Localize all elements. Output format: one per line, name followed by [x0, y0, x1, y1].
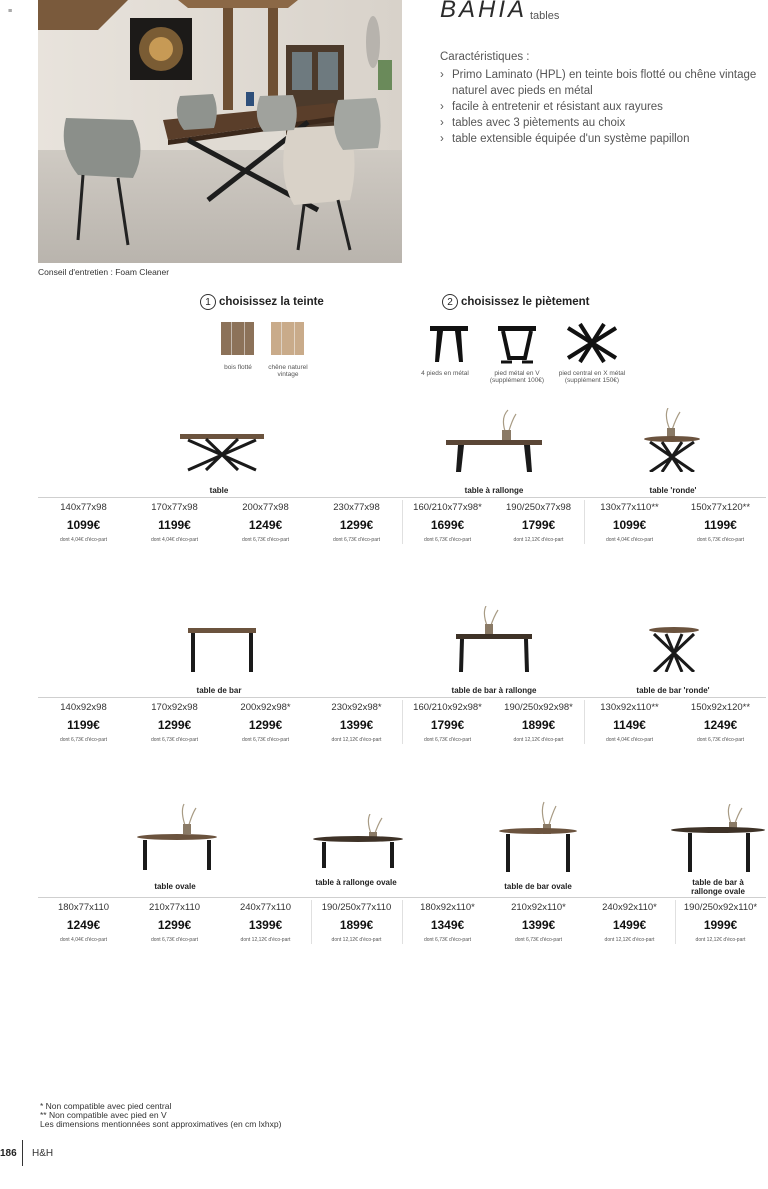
category-label: table ovale	[154, 882, 196, 891]
price: 1149€	[613, 718, 646, 732]
price: 1199€	[704, 518, 737, 532]
price-cell	[675, 502, 766, 543]
eco-participation: dont 4,04€ d'éco-part	[59, 537, 108, 543]
price: 1249€	[248, 518, 283, 532]
eco-participation: dont 12,12€ d'éco-part	[695, 937, 746, 943]
eco-participation: dont 6,73€ d'éco-part	[423, 737, 472, 743]
section-tables	[38, 400, 766, 550]
price-cell	[493, 502, 584, 543]
price: 1299€	[339, 518, 374, 532]
eco-participation: dont 4,04€ d'éco-part	[59, 937, 108, 943]
product-image-oval-extending-table	[312, 814, 404, 872]
features-block	[440, 49, 760, 147]
feature-item: › table extensible équipée d'un système papillon	[440, 131, 760, 147]
eco-participation: dont 6,73€ d'éco-part	[423, 937, 472, 943]
price: 1799€	[521, 518, 556, 532]
price-cell	[38, 702, 129, 743]
category-label: table de bar	[196, 686, 242, 695]
eco-participation: dont 6,73€ d'éco-part	[241, 537, 290, 543]
price-cell	[129, 702, 220, 743]
feature-item: › tables avec 3 piètements au choix	[440, 115, 760, 131]
eco-participation: dont 6,73€ d'éco-part	[332, 537, 381, 543]
price-cell	[129, 902, 220, 943]
category-label: table à rallonge	[464, 486, 524, 495]
care-note: Conseil d'entretien : Foam Cleaner	[38, 267, 170, 277]
price: 1299€	[248, 718, 283, 732]
product-image-round-table	[642, 408, 702, 472]
step-1-label: choisissez la teinte	[219, 296, 324, 308]
product-image-extending-bar-table	[454, 606, 534, 672]
product-image-round-bar-table	[648, 626, 700, 672]
dimensions: 140x77x98	[60, 502, 107, 513]
price: 1899€	[521, 718, 556, 732]
leg-label: pied central en X métal (supplément 150€)	[558, 370, 626, 384]
price: 1199€	[158, 518, 191, 532]
hero-photo	[38, 0, 402, 263]
eco-participation: dont 4,04€ d'éco-part	[605, 537, 654, 543]
price-cell	[584, 502, 675, 543]
eco-participation: dont 12,12€ d'éco-part	[331, 937, 382, 943]
dimensions: 240x77x110	[239, 902, 292, 913]
price: 1299€	[157, 718, 192, 732]
price: 1099€	[66, 518, 101, 532]
price: 1999€	[703, 918, 738, 932]
swatch-label: chêne naturel vintage	[268, 364, 308, 378]
dimensions: 200x92x98*	[240, 702, 291, 713]
page-divider	[22, 1140, 23, 1166]
product-image-extending-table	[444, 408, 544, 472]
price-cell	[220, 702, 311, 743]
dimensions: 210x92x110*	[511, 902, 566, 913]
price: 1499€	[612, 918, 647, 932]
dimensions: 170x92x98	[151, 702, 198, 713]
dimensions: 160/210x92x98*	[413, 702, 482, 713]
swatch-label: bois flotté	[224, 364, 252, 371]
price-cell	[402, 702, 493, 743]
price-cell	[402, 902, 493, 943]
product-image-table	[178, 430, 266, 472]
price-cell	[493, 902, 584, 943]
dimensions: 170x77x98	[151, 502, 198, 513]
price-cell	[584, 702, 675, 743]
footnote: ** Non compatible avec pied en V	[40, 1110, 167, 1120]
leg-label: pied métal en V (supplément 100€)	[489, 370, 545, 384]
eco-participation: dont 4,04€ d'éco-part	[605, 737, 654, 743]
step-2-heading	[442, 294, 589, 310]
price-cell	[402, 502, 493, 543]
step-2-number: 2	[442, 294, 458, 310]
price: 1899€	[339, 918, 374, 932]
footnotes	[40, 1102, 281, 1129]
price-cell	[38, 502, 129, 543]
category-label: table	[209, 486, 229, 495]
brand-name: H&H	[32, 1148, 54, 1159]
eco-participation: dont 6,73€ d'éco-part	[423, 537, 472, 543]
category-label: table de bar 'ronde'	[636, 686, 710, 695]
eco-participation: dont 12,12€ d'éco-part	[604, 937, 655, 943]
eco-participation: dont 6,73€ d'éco-part	[696, 737, 745, 743]
dimensions: 190/250x92x98*	[504, 702, 573, 713]
price: 1349€	[430, 918, 465, 932]
product-subtitle: tables	[530, 10, 560, 22]
v-frame-icon[interactable]	[496, 322, 538, 364]
dimensions: 130x92x110**	[600, 702, 659, 713]
section-oval-tables	[38, 800, 766, 950]
dimensions: 160/210x77x98*	[413, 502, 482, 513]
dimensions: 180x92x110*	[420, 902, 475, 913]
price-cell	[311, 702, 402, 743]
dimensions: 190/250x92x110*	[683, 902, 758, 913]
category-label: table de bar ovale	[504, 882, 572, 891]
price: 1799€	[430, 718, 465, 732]
eco-participation: dont 6,73€ d'éco-part	[150, 737, 199, 743]
price-cell	[493, 702, 584, 743]
eco-participation: dont 6,73€ d'éco-part	[59, 737, 108, 743]
dimensions: 230x92x98*	[331, 702, 382, 713]
price: 1399€	[339, 718, 374, 732]
section-bar-tables	[38, 600, 766, 750]
dimensions: 200x77x98	[242, 502, 289, 513]
dimensions: 150x92x120**	[690, 702, 751, 713]
dimensions: 210x77x110	[148, 902, 201, 913]
price: 1099€	[612, 518, 647, 532]
price-cell	[220, 902, 311, 943]
dimensions: 240x92x110*	[602, 902, 657, 913]
eco-participation: dont 6,73€ d'éco-part	[241, 737, 290, 743]
dimensions: 140x92x98	[60, 702, 107, 713]
price-cell	[38, 902, 129, 943]
features-title: Caractéristiques :	[440, 51, 530, 63]
eco-participation: dont 6,73€ d'éco-part	[150, 937, 199, 943]
footnote: Les dimensions mentionnées sont approximatives (en cm lxhxp)	[40, 1119, 282, 1129]
features-list	[440, 67, 760, 147]
price-cell	[675, 902, 766, 943]
category-label: table de bar à rallonge ovale	[691, 878, 745, 896]
price-cell	[311, 502, 402, 543]
feature-item: › Primo Laminato (HPL) en teinte bois flotté ou chêne vintage naturel avec pieds en métal	[440, 67, 760, 99]
swatch-bois-flotte[interactable]	[221, 322, 254, 355]
dimensions: 180x77x110	[57, 902, 110, 913]
product-image-oval-extending-bar-table	[670, 804, 766, 872]
eco-participation: dont 12,12€ d'éco-part	[331, 737, 382, 743]
step-2-label: choisissez le piètement	[461, 296, 590, 308]
product-image-bar-table	[186, 626, 258, 672]
price-cell	[220, 502, 311, 543]
category-label: table 'ronde'	[649, 486, 697, 495]
price-cell	[584, 902, 675, 943]
price: 1249€	[66, 918, 101, 932]
price: 1199€	[67, 718, 100, 732]
eco-participation: dont 6,73€ d'éco-part	[514, 937, 563, 943]
price-cell	[675, 702, 766, 743]
swatch-chene-naturel[interactable]	[271, 322, 304, 355]
price: 1699€	[430, 518, 465, 532]
dimensions: 230x77x98	[333, 502, 380, 513]
price-cell	[129, 502, 220, 543]
price: 1299€	[157, 918, 192, 932]
footnote: * Non compatible avec pied central	[40, 1101, 172, 1111]
price-cell	[311, 902, 402, 943]
eco-participation: dont 12,12€ d'éco-part	[513, 537, 564, 543]
product-image-oval-table	[136, 802, 218, 872]
leg-label: 4 pieds en métal	[421, 370, 469, 377]
product-title: BAHIA	[440, 0, 528, 23]
eco-participation: dont 6,73€ d'éco-part	[696, 537, 745, 543]
eco-participation: dont 4,04€ d'éco-part	[150, 537, 199, 543]
feature-item: › facile à entretenir et résistant aux rayures	[440, 99, 760, 115]
step-1-number: 1	[200, 294, 216, 310]
x-frame-icon[interactable]	[566, 322, 618, 364]
dimensions: 190/250x77x110	[321, 902, 392, 913]
eco-participation: dont 12,12€ d'éco-part	[513, 737, 564, 743]
corner-mark: ≡	[8, 8, 13, 15]
eco-participation: dont 12,12€ d'éco-part	[240, 937, 291, 943]
price: 1399€	[248, 918, 283, 932]
product-image-oval-bar-table	[498, 800, 578, 872]
section-rule	[38, 697, 766, 698]
page-number: 186	[0, 1148, 17, 1159]
dimensions: 190/250x77x98	[506, 502, 571, 513]
price: 1249€	[703, 718, 738, 732]
category-label: table à rallonge ovale	[315, 878, 397, 887]
category-label: table de bar à rallonge	[451, 686, 537, 695]
section-rule	[38, 497, 766, 498]
step-1-heading	[200, 294, 324, 310]
dimensions: 150x77x120**	[690, 502, 751, 513]
dimensions: 130x77x110**	[600, 502, 659, 513]
section-rule	[38, 897, 766, 898]
price: 1399€	[521, 918, 556, 932]
four-legs-icon[interactable]	[428, 322, 470, 364]
